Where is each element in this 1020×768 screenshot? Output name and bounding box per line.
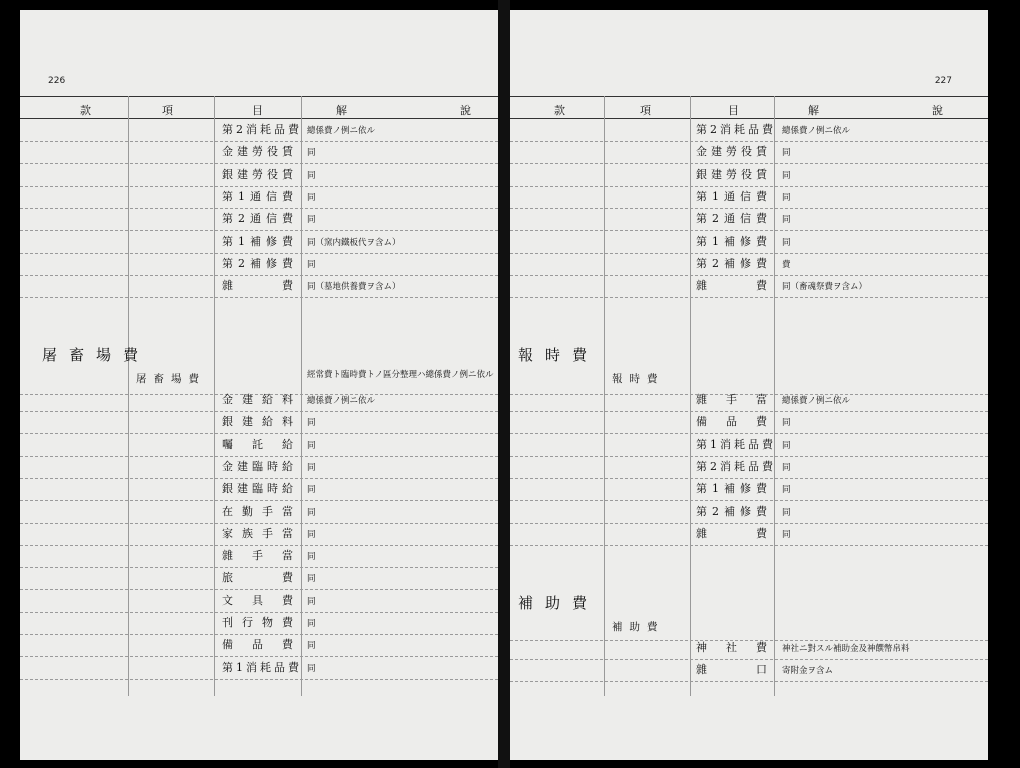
row-rule	[20, 456, 498, 457]
item-note: 同	[307, 440, 316, 451]
item-note: 同	[782, 418, 791, 429]
item-name: 備品費	[222, 638, 296, 652]
row-rule	[510, 659, 988, 660]
section-kan: 屠畜場費	[42, 346, 151, 364]
header-kaisetsu: 說	[932, 104, 943, 117]
item-name: 金建勞役賃	[696, 145, 770, 159]
header-kaisetsu: 解	[808, 104, 819, 117]
row-rule	[20, 567, 498, 568]
item-note: 同	[307, 418, 316, 429]
item-name: 第1消耗品費	[696, 437, 776, 451]
item-name: 第1補修費	[222, 234, 296, 248]
item-note: 同	[307, 641, 316, 652]
row-rule	[510, 275, 988, 276]
item-name: 文具費	[222, 593, 296, 607]
item-name: 備品費	[696, 415, 770, 429]
item-name: 第2通信費	[222, 212, 296, 226]
item-name: 第2消耗品費	[222, 123, 302, 136]
item-name: 第1通信費	[696, 189, 770, 203]
item-name: 第2補修費	[696, 256, 770, 270]
row-rule	[20, 500, 498, 501]
row-rule	[20, 230, 498, 231]
item-note: 同	[307, 259, 316, 270]
item-name: 雜手當	[222, 549, 296, 563]
item-name: 銀建臨時給	[222, 482, 296, 496]
item-name: 囑託給	[222, 437, 296, 451]
item-name: 雜費	[696, 526, 770, 540]
section-kan: 補助費	[518, 594, 600, 612]
item-name: 第2補修費	[222, 256, 296, 270]
item-note: 同	[307, 552, 316, 563]
item-name: 旅費	[222, 571, 296, 585]
item-name: 雜口	[696, 663, 770, 677]
header-bottom-rule	[510, 118, 988, 119]
row-rule	[510, 141, 988, 142]
row-rule	[20, 186, 498, 187]
item-note: 同	[307, 596, 316, 607]
section-kou: 屠畜場費	[136, 373, 206, 385]
item-note: 同	[782, 192, 791, 203]
item-name: 第1補修費	[696, 234, 770, 248]
header-top-rule	[510, 96, 988, 97]
item-note: 同	[782, 215, 791, 226]
item-note: 同	[307, 574, 316, 585]
item-name: 銀建勞役賃	[222, 167, 296, 181]
item-name: 在勤手當	[222, 504, 296, 518]
item-note: 同	[307, 619, 316, 629]
row-rule	[510, 681, 988, 682]
section-kou: 報時費	[612, 373, 665, 385]
item-note: 同	[307, 170, 316, 181]
item-name: 第1消耗品費	[222, 660, 302, 674]
row-rule	[20, 523, 498, 524]
item-name: 雜費	[222, 279, 296, 293]
row-rule	[510, 163, 988, 164]
header-kaisetsu: 說	[460, 104, 471, 117]
row-rule	[20, 679, 498, 680]
book-spine	[498, 0, 510, 768]
row-rule	[20, 141, 498, 142]
item-note: 同	[307, 507, 316, 518]
item-note: 同	[307, 192, 316, 203]
row-rule	[20, 589, 498, 590]
item-name: 第1通信費	[222, 189, 296, 203]
item-name: 銀建勞役賃	[696, 167, 770, 181]
header-bottom-rule	[20, 118, 498, 119]
item-name: 第2消耗品費	[696, 123, 776, 136]
row-rule	[20, 253, 498, 254]
row-rule	[20, 411, 498, 412]
item-note: 同	[782, 237, 791, 248]
item-note: 同	[782, 529, 791, 540]
header-kan: 款	[554, 104, 565, 117]
page-number: 227	[934, 76, 952, 86]
header-kan: 款	[80, 104, 91, 117]
item-note: 同	[782, 170, 791, 181]
item-note: 神社ニ對スル補助金及神饌幣帛料	[782, 644, 910, 654]
item-note: 同	[307, 529, 316, 540]
item-note: 同	[782, 148, 791, 159]
item-note: 同	[782, 462, 791, 473]
item-name: 第2消耗品費	[696, 459, 776, 473]
row-rule	[20, 275, 498, 276]
item-note: 總係費ノ例ニ依ル	[307, 126, 376, 136]
item-note: 同	[782, 507, 791, 518]
header-top-rule	[20, 96, 498, 97]
left-page	[20, 10, 498, 760]
row-rule	[510, 500, 988, 501]
row-rule	[510, 545, 988, 546]
row-rule	[510, 297, 988, 298]
row-rule	[20, 634, 498, 635]
item-name: 金建臨時給	[222, 459, 296, 473]
header-kaisetsu: 解	[336, 104, 347, 117]
item-name: 雜手當	[696, 393, 770, 406]
row-rule	[510, 208, 988, 209]
item-note: 同	[307, 215, 316, 226]
row-rule	[20, 656, 498, 657]
row-rule	[20, 433, 498, 434]
row-rule	[510, 230, 988, 231]
item-name: 家族手當	[222, 526, 296, 540]
header-kou: 項	[162, 104, 173, 117]
header-moku: 目	[252, 104, 263, 117]
item-note: 總係費ノ例ニ依ル	[782, 126, 851, 136]
item-note: 同	[307, 148, 316, 159]
row-rule	[510, 411, 988, 412]
item-note: 同	[307, 663, 316, 674]
item-note: 寄附金ヲ含ム	[782, 666, 834, 677]
header-kou: 項	[640, 104, 651, 117]
row-rule	[510, 253, 988, 254]
section-kou: 補助費	[612, 621, 665, 633]
row-rule	[510, 186, 988, 187]
section-kan: 報時費	[518, 346, 600, 364]
item-name: 刊行物費	[222, 616, 296, 629]
row-rule	[20, 163, 498, 164]
row-rule	[20, 297, 498, 298]
item-name: 金建給料	[222, 393, 296, 406]
item-note: 同	[782, 485, 791, 496]
item-note: 同（畜魂祭費ヲ含ム）	[782, 282, 868, 293]
row-rule	[20, 478, 498, 479]
item-name: 第2補修費	[696, 504, 770, 518]
header-moku: 目	[728, 104, 739, 117]
item-name: 第1補修費	[696, 482, 770, 496]
row-rule	[510, 523, 988, 524]
right-page	[510, 10, 988, 760]
item-note: 總係費ノ例ニ依ル	[782, 396, 851, 406]
row-rule	[510, 478, 988, 479]
item-note: 同（窯内鐵板代ヲ含ム）	[307, 237, 401, 248]
item-name: 神社費	[696, 641, 770, 654]
row-rule	[20, 208, 498, 209]
item-note: 同（墓地供養費ヲ含ム）	[307, 282, 401, 293]
row-rule	[510, 433, 988, 434]
item-name: 第2通信費	[696, 212, 770, 226]
row-rule	[20, 545, 498, 546]
page-number: 226	[48, 76, 66, 86]
item-note: 總係費ノ例ニ依ル	[307, 396, 376, 406]
row-rule	[20, 612, 498, 613]
item-note: 同	[782, 440, 791, 451]
row-rule	[510, 456, 988, 457]
kou-note: 經常費ト臨時費トノ區分整理ハ總係費ノ例ニ依ル	[307, 370, 494, 380]
item-note: 同	[307, 485, 316, 496]
item-name: 金建勞役賃	[222, 145, 296, 159]
item-name: 雜費	[696, 279, 770, 293]
item-note: 同	[307, 462, 316, 473]
item-name: 銀建給料	[222, 415, 296, 429]
item-note: 費	[782, 259, 791, 270]
